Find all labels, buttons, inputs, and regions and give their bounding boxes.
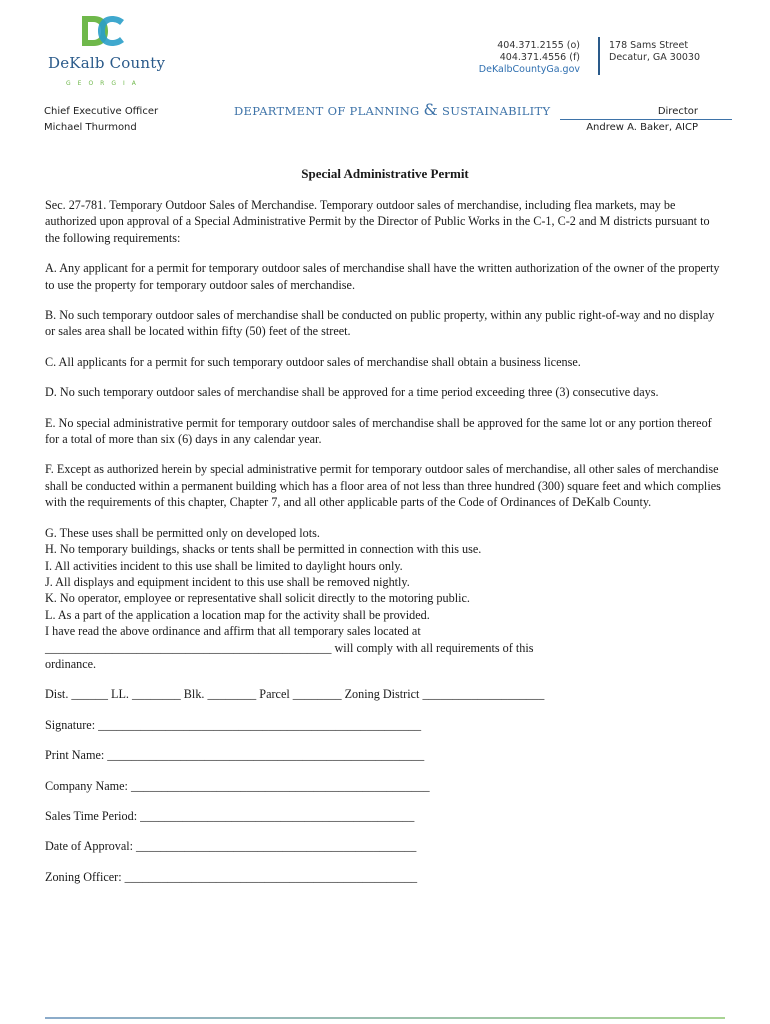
zoning-officer-field[interactable]: Zoning Officer: ________________________________________________ [45,869,418,884]
city-address: Decatur, GA 30030 [609,52,700,63]
requirement-e: E. No special administrative permit for temporary outdoor sales of merchandise shall be approved for the same lot or any portion thereof for a total of more than six (6) days in any calendar year. [45,415,712,447]
intro-paragraph: Sec. 27-781. Temporary Outdoor Sales of Merchandise. Temporary outdoor sales of merchandise, including flea markets, may be authorized upon approval of a Special Administrative Permit by the Director of Public Works in the C-1, C-2 and M districts pursuant to the following requirements: [45,198,710,245]
department-name-part1: DEPARTMENT OF PLANNING [234,104,420,118]
contact-phone-block [479,40,580,76]
requirement-l: L. As a part of the application a location map for the activity shall be provided. [45,607,430,622]
requirement-i: I. All activities incident to this use shall be limited to daylight hours only. [45,558,403,573]
ceo-title: Chief Executive Officer [44,106,159,117]
requirement-d: D. No such temporary outdoor sales of merchandise shall be approved for a time period exceeding three (3) consecutive days. [45,385,659,400]
department-ampersand: & [423,100,439,119]
director-name: Andrew A. Baker, AICP [586,122,698,133]
signature-field[interactable]: Signature: _____________________________________________________ [45,717,422,732]
date-of-approval-field[interactable]: Date of Approval: ______________________________________________ [45,839,417,854]
requirement-c: C. All applicants for a permit for such temporary outdoor sales of merchandise shall obtain a business license. [45,354,581,369]
requirement-f: F. Except as authorized herein by special administrative permit for temporary outdoor sales of merchandise, all other sales of merchandise shall be conducted within a permanent building which has a floor area of not less than three hundred (300) square feet and which complies with the requirements of this chapter, Chapter 7, and all other applicable parts of the Code of Ordinances of DeKalb County. [45,462,721,510]
department-name-part2: SUSTAINABILITY [442,104,551,118]
affirmation-address-field[interactable]: _______________________________________________ will comply with all requirements of this [45,640,534,655]
department-heading [234,100,550,119]
ceo-name: Michael Thurmond [44,122,137,133]
requirement-k: K. No operator, employee or representative shall solicit directly to the motoring public. [45,591,470,606]
office-phone: 404.371.2155 (o) [497,40,580,51]
affirmation-line-1: I have read the above ordinance and affirm that all temporary sales located at [45,624,421,639]
logo-county-name: DeKalb County [48,54,166,72]
director-title: Director [657,106,698,117]
header-rule [560,119,732,120]
requirement-a: A. Any applicant for a permit for temporary outdoor sales of merchandise shall have the written authorization of the owner of the property to use the property for temporary outdoor sales of merchandise. [45,261,720,292]
document-title: Special Administrative Permit [301,166,469,181]
fax-number: 404.371.4556 (f) [499,52,580,63]
contact-address-block [609,40,700,64]
affirmation-line-3: ordinance. [45,656,97,671]
requirement-h: H. No temporary buildings, shacks or tents shall be permitted in connection with this use. [45,542,482,557]
street-address: 178 Sams Street [609,40,689,51]
requirement-b: B. No such temporary outdoor sales of merchandise shall be conducted on public property, within any public right-of-way and no display or sales area shall be located within fifty (50) feet of the street. [45,308,715,339]
logo-state-name: GEORGIA [66,80,143,87]
footer-rule [45,1017,725,1019]
dekalb-county-logo [44,14,166,87]
requirement-j: J. All displays and equipment incident to this use shall be removed nightly. [45,574,410,589]
dekalb-dc-logo-mark [78,14,128,48]
document-body [45,197,725,899]
website-link[interactable]: DeKalbCountyGa.gov [478,64,580,75]
requirement-g: G. These uses shall be permitted only on developed lots. [45,525,320,540]
location-fields-line[interactable]: Dist. ______ LL. ________ Blk. ________ Parcel ________ Zoning District ____________________ [45,687,545,702]
print-name-field[interactable]: Print Name: ____________________________________________________ [45,748,425,763]
company-name-field[interactable]: Company Name: _________________________________________________ [45,778,430,793]
sales-time-period-field[interactable]: Sales Time Period: _____________________________________________ [45,808,415,823]
contact-divider [598,37,600,75]
